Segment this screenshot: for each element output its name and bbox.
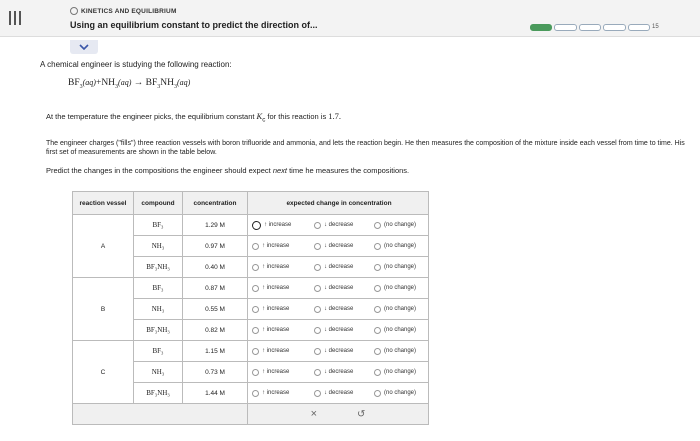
radio-icon[interactable] [314,222,321,229]
compound-cell: BF₃ [134,341,183,362]
option-increase[interactable]: ↑ increase [252,285,314,292]
option-increase[interactable]: ↑ increase [252,221,314,230]
option-no-change[interactable]: (no change) [374,348,426,355]
option-no-change[interactable]: (no change) [374,264,426,271]
radio-icon[interactable] [374,243,381,250]
header-compound: compound [134,192,183,215]
option-increase[interactable]: ↑ increase [252,369,314,376]
option-no-change[interactable]: (no change) [374,243,426,250]
radio-icon[interactable] [252,390,259,397]
option-decrease[interactable]: ↓ decrease [314,390,374,397]
radio-icon[interactable] [252,221,261,230]
radio-icon[interactable] [252,285,259,292]
compound-cell: NH₃ [134,362,183,383]
option-decrease[interactable]: ↓ decrease [314,264,374,271]
vessel-label: A [73,215,134,278]
intro-text: A chemical engineer is studying the following reaction: [40,60,232,69]
collapse-button[interactable] [70,40,98,54]
option-decrease[interactable]: ↓ decrease [314,285,374,292]
header-concentration: concentration [183,192,248,215]
predict-text: Predict the changes in the compositions the engineer should expect next time he measures the compositions. [46,166,410,175]
option-increase[interactable]: ↑ increase [252,390,314,397]
option-no-change[interactable]: (no change) [374,306,426,313]
compound-cell: BF₃NH₃ [134,383,183,404]
header-vessel: reaction vessel [73,192,134,215]
concentration-cell: 0.82 M [183,320,248,341]
menu-icon[interactable] [8,10,22,26]
concentration-cell: 0.73 M [183,362,248,383]
concentration-cell: 0.55 M [183,299,248,320]
table-row [73,341,429,362]
equilibrium-constant-text: At the temperature the engineer picks, the equilibrium constant $K_c$ for this reaction is 1.7. [46,111,342,124]
option-increase[interactable]: ↑ increase [252,348,314,355]
concentration-cell: 1.44 M [183,383,248,404]
option-increase[interactable]: ↑ increase [252,327,314,334]
clear-button[interactable]: × [310,408,318,420]
progress-count: 15 [652,24,659,30]
concentration-cell: 0.87 M [183,278,248,299]
option-decrease[interactable]: ↓ decrease [314,243,374,250]
concentration-cell: 1.15 M [183,341,248,362]
radio-icon[interactable] [374,222,381,229]
option-no-change[interactable]: (no change) [374,222,426,229]
radio-icon[interactable] [314,243,321,250]
radio-icon[interactable] [252,327,259,334]
option-decrease[interactable]: ↓ decrease [314,222,374,229]
table-row [73,278,429,299]
option-no-change[interactable]: (no change) [374,369,426,376]
concentration-cell: 1.29 M [183,215,248,236]
option-increase[interactable]: ↑ increase [252,264,314,271]
compound-cell: BF₃ [134,215,183,236]
top-bar [0,0,700,37]
radio-icon[interactable] [252,306,259,313]
radio-icon[interactable] [252,243,259,250]
vessel-label: B [73,278,134,341]
header-expected-change: expected change in concentration [248,192,429,215]
measurements-table [72,191,429,425]
reaction-equation: $BF_3(aq)+NH_3(aq) \to BF_3NH_3(aq)$ [68,78,191,90]
radio-icon[interactable] [252,348,259,355]
radio-icon[interactable] [374,348,381,355]
chevron-down-icon [79,44,89,50]
radio-icon[interactable] [314,348,321,355]
undo-button[interactable]: ↺ [357,408,366,420]
progress-bar [530,24,650,31]
concentration-cell: 0.97 M [183,236,248,257]
compound-cell: BF₃NH₃ [134,257,183,278]
radio-icon[interactable] [374,306,381,313]
option-increase[interactable]: ↑ increase [252,243,314,250]
option-decrease[interactable]: ↓ decrease [314,306,374,313]
radio-icon[interactable] [314,264,321,271]
compound-cell: BF₃NH₃ [134,320,183,341]
topic-label: KINETICS AND EQUILIBRIUM [70,7,177,15]
option-no-change[interactable]: (no change) [374,327,426,334]
radio-icon[interactable] [374,327,381,334]
charge-text: The engineer charges ("fills") three reaction vessels with boron trifluoride and ammonia, and lets the reaction begin. He then measures the composition of the mixture inside each vessel from time to time. His first set of measurements are shown in the table below. [46,140,685,156]
radio-icon[interactable] [374,390,381,397]
concentration-cell: 0.40 M [183,257,248,278]
option-no-change[interactable]: (no change) [374,390,426,397]
radio-icon[interactable] [374,264,381,271]
option-increase[interactable]: ↑ increase [252,306,314,313]
radio-icon[interactable] [374,369,381,376]
compound-cell: NH₃ [134,299,183,320]
radio-icon[interactable] [374,285,381,292]
topic-circle-icon [70,7,78,15]
vessel-label: C [73,341,134,404]
option-decrease[interactable]: ↓ decrease [314,348,374,355]
radio-icon[interactable] [252,369,259,376]
radio-icon[interactable] [252,264,259,271]
option-no-change[interactable]: (no change) [374,285,426,292]
table-row [73,215,429,236]
radio-icon[interactable] [314,306,321,313]
page-title: Using an equilibrium constant to predict the direction of... [70,20,318,30]
radio-icon[interactable] [314,285,321,292]
option-decrease[interactable]: ↓ decrease [314,369,374,376]
compound-cell: NH₃ [134,236,183,257]
radio-icon[interactable] [314,390,321,397]
option-decrease[interactable]: ↓ decrease [314,327,374,334]
radio-icon[interactable] [314,369,321,376]
radio-icon[interactable] [314,327,321,334]
compound-cell: BF₃ [134,278,183,299]
